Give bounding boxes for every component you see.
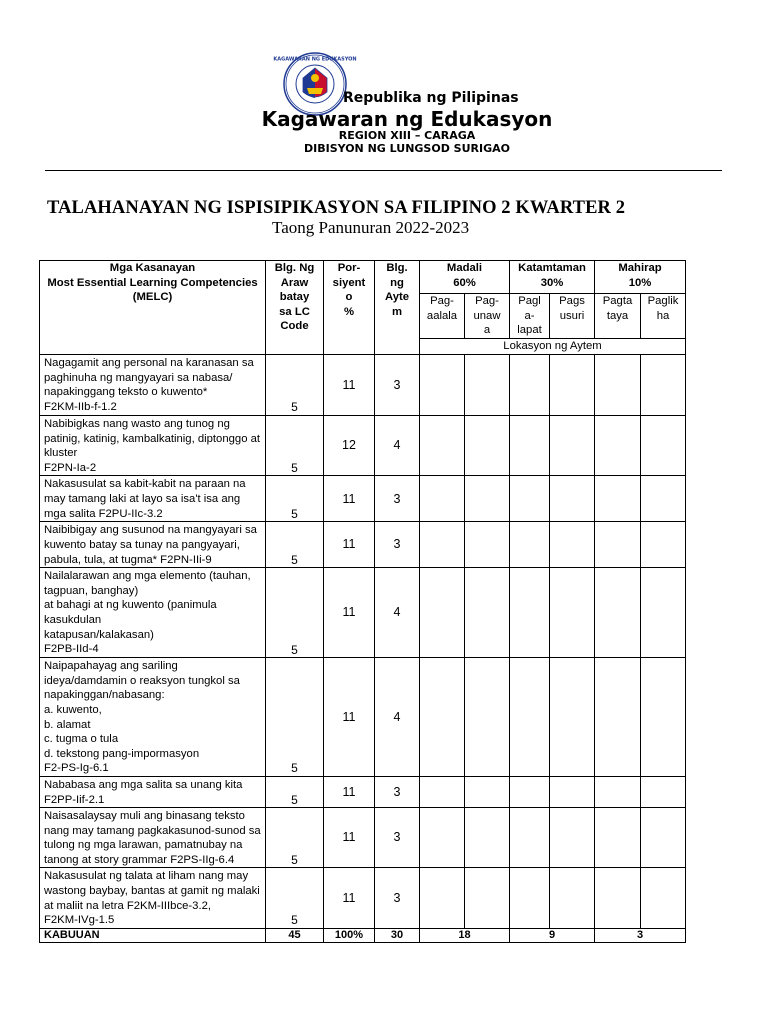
items-cell: 3	[375, 776, 420, 807]
seal-text: KAGAWARAN NG EDUKASYON	[273, 56, 357, 63]
item-location-cell	[510, 568, 550, 658]
division-heading: DIBISYON NG LUNGSOD SURIGAO	[304, 142, 510, 155]
total-percent: 100%	[324, 928, 375, 942]
item-location-cell	[550, 808, 595, 868]
table-row	[40, 522, 686, 568]
competency-cell: Nakasusulat ng talata at liham nang may wastong baybay, bantas at gamit ng malaki at maliit na letra F2KM-IIIbce-3.2, F2KM-IVg-1.5	[40, 868, 266, 928]
item-location-cell	[510, 808, 550, 868]
item-location-cell	[595, 416, 641, 476]
total-madali: 18	[420, 928, 510, 942]
item-location-cell	[595, 868, 641, 928]
header-pagtataya: Pagta taya	[595, 294, 641, 339]
header-lokasyon: Lokasyon ng Aytem	[420, 339, 686, 355]
item-location-cell	[420, 776, 465, 807]
header-pagunawa: Pag- unaw a	[465, 294, 510, 339]
item-location-cell	[595, 776, 641, 807]
item-location-cell	[420, 355, 465, 416]
competency-cell: Nababasa ang mga salita sa unang kita F2PP-Iif-2.1	[40, 776, 266, 807]
item-location-cell	[550, 868, 595, 928]
item-location-cell	[641, 355, 686, 416]
item-location-cell	[465, 355, 510, 416]
table-of-specifications	[39, 260, 686, 943]
total-items: 30	[375, 928, 420, 942]
item-location-cell	[465, 776, 510, 807]
table-row	[40, 416, 686, 476]
item-location-cell	[550, 776, 595, 807]
items-cell: 3	[375, 868, 420, 928]
item-location-cell	[550, 568, 595, 658]
item-location-cell	[595, 808, 641, 868]
item-location-cell	[641, 568, 686, 658]
item-location-cell	[550, 658, 595, 777]
percent-cell: 11	[324, 776, 375, 807]
item-location-cell	[510, 868, 550, 928]
competency-cell: Nabibigkas nang wasto ang tunog ng patinig, katinig, kambalkatinig, diptonggo at kluster F2PN-Ia-2	[40, 416, 266, 476]
item-location-cell	[550, 476, 595, 522]
item-location-cell	[420, 808, 465, 868]
header-percent: Por- siyent o %	[324, 261, 375, 355]
table-row	[40, 808, 686, 868]
header-divider	[45, 170, 722, 171]
header-madali: Madali 60%	[420, 261, 510, 294]
item-location-cell	[465, 522, 510, 568]
competency-cell: Naisasalaysay muli ang binasang teksto nang may tamang pagkakasunod-sunod sa tulong ng mga larawan, pamatnubay na tanong at story grammar F2PS-IIg-6.4	[40, 808, 266, 868]
item-location-cell	[595, 355, 641, 416]
percent-cell: 11	[324, 568, 375, 658]
items-cell: 3	[375, 522, 420, 568]
item-location-cell	[510, 355, 550, 416]
item-location-cell	[420, 416, 465, 476]
item-location-cell	[550, 522, 595, 568]
percent-cell: 11	[324, 808, 375, 868]
item-location-cell	[641, 868, 686, 928]
total-days: 45	[266, 928, 324, 942]
days-cell: 5	[266, 355, 324, 416]
item-location-cell	[641, 522, 686, 568]
department-heading: Kagawaran ng Edukasyon	[261, 107, 553, 131]
days-cell: 5	[266, 658, 324, 777]
totals-row	[40, 928, 686, 942]
items-cell: 3	[375, 808, 420, 868]
total-mahirap: 3	[595, 928, 686, 942]
item-location-cell	[510, 522, 550, 568]
header-items: Blg. ng Ayte m	[375, 261, 420, 355]
item-location-cell	[420, 476, 465, 522]
items-cell: 3	[375, 476, 420, 522]
total-katamtaman: 9	[510, 928, 595, 942]
item-location-cell	[465, 416, 510, 476]
table-row	[40, 868, 686, 928]
item-location-cell	[595, 522, 641, 568]
percent-cell: 12	[324, 416, 375, 476]
document-title: TALAHANAYAN NG ISPISIPIKASYON SA FILIPINO 2 KWARTER 2	[47, 198, 626, 218]
item-location-cell	[465, 868, 510, 928]
region-heading: REGION XIII – CARAGA	[338, 129, 476, 142]
header-mahirap: Mahirap 10%	[595, 261, 686, 294]
item-location-cell	[641, 476, 686, 522]
header-katamtaman: Katamtaman 30%	[510, 261, 595, 294]
item-location-cell	[420, 658, 465, 777]
header-paglalapat: Pagl a- lapat	[510, 294, 550, 339]
items-cell: 4	[375, 416, 420, 476]
percent-cell: 11	[324, 868, 375, 928]
item-location-cell	[595, 568, 641, 658]
document-subtitle: Taong Panunuran 2022-2023	[272, 218, 470, 237]
items-cell: 4	[375, 568, 420, 658]
republika-heading: Republika ng Pilipinas	[343, 90, 519, 106]
table-row	[40, 658, 686, 777]
item-location-cell	[550, 355, 595, 416]
table-row	[40, 776, 686, 807]
days-cell: 5	[266, 808, 324, 868]
header-competency: Mga Kasanayan Most Essential Learning Competencies (MELC)	[40, 261, 266, 355]
item-location-cell	[641, 808, 686, 868]
days-cell: 5	[266, 416, 324, 476]
header-paglikha: Paglik ha	[641, 294, 686, 339]
item-location-cell	[641, 416, 686, 476]
competency-cell: Nakasusulat sa kabit-kabit na paraan na may tamang laki at layo sa isa't isa ang mga salita F2PU-IIc-3.2	[40, 476, 266, 522]
days-cell: 5	[266, 476, 324, 522]
items-cell: 3	[375, 355, 420, 416]
item-location-cell	[420, 568, 465, 658]
item-location-cell	[595, 476, 641, 522]
item-location-cell	[510, 658, 550, 777]
item-location-cell	[510, 416, 550, 476]
item-location-cell	[465, 658, 510, 777]
item-location-cell	[465, 568, 510, 658]
competency-cell: Nailalarawan ang mga elemento (tauhan, tagpuan, banghay) at bahagi at ng kuwento (panimula kasukdulan katapusan/kalakasan) F2PB-IId-4	[40, 568, 266, 658]
percent-cell: 11	[324, 658, 375, 777]
totals-label: KABUUAN	[40, 928, 266, 942]
header-pagsusuri: Pags usuri	[550, 294, 595, 339]
days-cell: 5	[266, 776, 324, 807]
competency-cell: Nagagamit ang personal na karanasan sa paghinuha ng mangyayari sa nabasa/ napakinggang teksto o kuwento* F2KM-IIb-f-1.2	[40, 355, 266, 416]
item-location-cell	[510, 776, 550, 807]
table-row	[40, 568, 686, 658]
item-location-cell	[550, 416, 595, 476]
item-location-cell	[595, 658, 641, 777]
percent-cell: 11	[324, 355, 375, 416]
days-cell: 5	[266, 568, 324, 658]
item-location-cell	[465, 808, 510, 868]
table-row	[40, 355, 686, 416]
items-cell: 4	[375, 658, 420, 777]
competency-cell: Naibibigay ang susunod na mangyayari sa kuwento batay sa tunay na pangyayari, pabula, tula, at tugma* F2PN-IIi-9	[40, 522, 266, 568]
item-location-cell	[510, 476, 550, 522]
item-location-cell	[641, 776, 686, 807]
header-pagaalala: Pag- aalala	[420, 294, 465, 339]
item-location-cell	[420, 868, 465, 928]
item-location-cell	[641, 658, 686, 777]
item-location-cell	[465, 476, 510, 522]
header-days: Blg. Ng Araw batay sa LC Code	[266, 261, 324, 355]
percent-cell: 11	[324, 476, 375, 522]
percent-cell: 11	[324, 522, 375, 568]
table-row	[40, 476, 686, 522]
days-cell: 5	[266, 522, 324, 568]
competency-cell: Naipapahayag ang sariling ideya/damdamin o reaksyon tungkol sa napakinggan/nabasang: a. kuwento, b. alamat c. tugma o tula d. tekstong pang-impormasyon F2-PS-Ig-6.1	[40, 658, 266, 777]
item-location-cell	[420, 522, 465, 568]
days-cell: 5	[266, 868, 324, 928]
